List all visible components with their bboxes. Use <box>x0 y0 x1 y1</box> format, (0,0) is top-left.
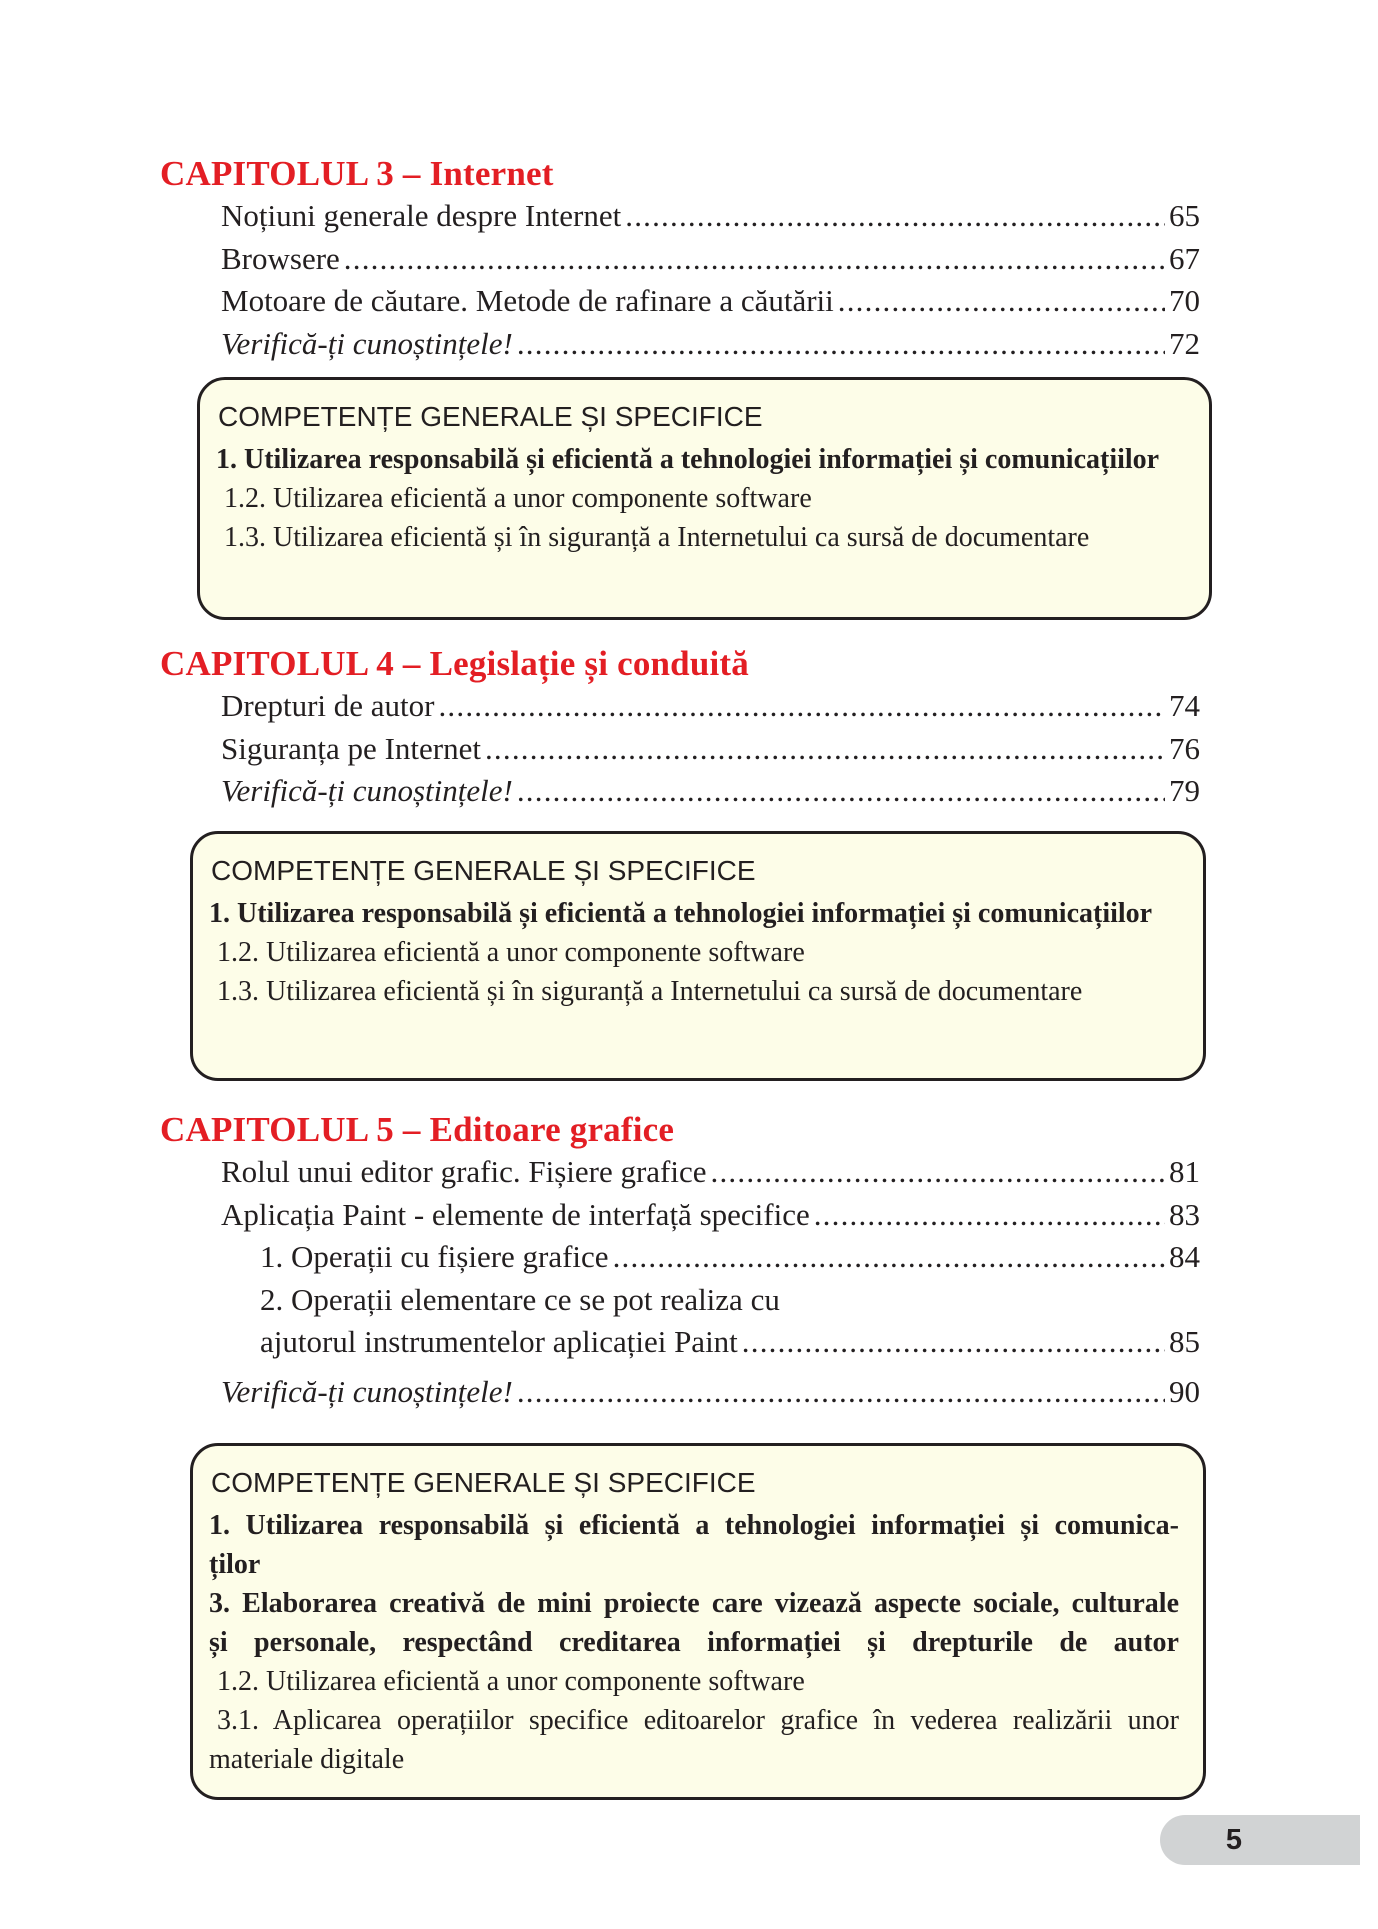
toc-entry-page: 65 <box>1169 198 1200 233</box>
general-competence: 1. Utilizarea responsabilă și eficientă a tehnologiei informației și comunicațiilor <box>209 898 1153 929</box>
toc-entry-label: ajutorul instrumentelor aplicației Paint <box>260 1324 738 1359</box>
leader-dots <box>613 1236 1165 1279</box>
toc-entry[interactable] <box>160 238 1205 281</box>
leader-dots <box>344 238 1165 281</box>
chapter-3 <box>160 153 1205 365</box>
toc-entry-page: 67 <box>1169 240 1200 276</box>
toc-entry-page: 70 <box>1169 283 1200 318</box>
toc-entry-label: Verifică-ți cunoștințele! <box>221 1373 513 1409</box>
toc-entry-page: 72 <box>1169 325 1200 361</box>
toc-entry-label: Motoare de căutare. Metode de rafinare a căutării <box>221 283 834 318</box>
leader-dots <box>438 685 1165 728</box>
general-competence: 1. Utilizarea responsabilă și eficientă a tehnologiei informației și comunicațiilor <box>216 444 1160 475</box>
specific-competence: 1.3. Utilizarea eficientă și în siguranță a Internetului ca sursă de documentare <box>217 976 1083 1007</box>
competences-heading: COMPETENȚE GENERALE ȘI SPECIFICE <box>211 1467 756 1498</box>
toc-entry-label: Drepturi de autor <box>221 688 435 723</box>
toc-entry[interactable] <box>160 685 1205 728</box>
competences-box <box>197 377 1212 620</box>
specific-competence: 1.2. Utilizarea eficientă a unor componente software <box>217 937 805 968</box>
toc-entry-page: 74 <box>1169 688 1200 723</box>
toc-entry[interactable] <box>160 1194 1205 1237</box>
page-number: 5 <box>1225 1824 1243 1856</box>
toc-entry-label: Browsere <box>221 240 340 276</box>
toc-entry-page: 84 <box>1169 1239 1200 1274</box>
toc-list <box>160 195 1205 365</box>
general-competence: ților <box>209 1549 261 1580</box>
toc-entry[interactable] <box>160 1371 1205 1414</box>
competences-heading: COMPETENȚE GENERALE ȘI SPECIFICE <box>211 855 756 886</box>
chapter-title: CAPITOLUL 4 – Legislație și conduită <box>160 644 749 683</box>
toc-entry[interactable] <box>160 728 1205 771</box>
leader-dots <box>625 195 1165 238</box>
toc-entry[interactable] <box>160 770 1205 813</box>
leader-dots <box>838 280 1165 323</box>
specific-competence: 1.3. Utilizarea eficientă și în siguranță a Internetului ca sursă de documentare <box>224 522 1090 553</box>
toc-entry-page: 81 <box>1169 1154 1200 1189</box>
specific-competence: 1.2. Utilizarea eficientă a unor componente software <box>217 1666 805 1697</box>
toc-entry[interactable] <box>160 195 1205 238</box>
toc-entry-label: Verifică-ți cunoștințele! <box>221 773 513 808</box>
toc-entry-label: Rolul unui editor grafic. Fișiere grafice <box>221 1154 707 1189</box>
leader-dots <box>517 770 1165 813</box>
toc-entry[interactable] <box>160 1151 1205 1194</box>
specific-competence: 3.1. Aplicarea operațiilor specifice editoarelor grafice în vederea realizării unor materiale digitale <box>209 1705 1179 1775</box>
toc-entry-label: Siguranța pe Internet <box>221 730 481 766</box>
competences-heading: COMPETENȚE GENERALE ȘI SPECIFICE <box>218 401 763 432</box>
toc-list <box>160 1151 1205 1413</box>
chapter-4 <box>160 643 1205 813</box>
competences-box <box>190 831 1206 1081</box>
general-competence: 3. Elaborarea creativă de mini proiecte care vizează aspecte sociale, culturale <box>209 1588 1179 1619</box>
toc-entry[interactable] <box>160 280 1205 323</box>
specific-competence: 1.2. Utilizarea eficientă a unor componente software <box>224 483 812 514</box>
toc-entry[interactable] <box>160 323 1205 366</box>
leader-dots <box>742 1321 1165 1364</box>
leader-dots <box>517 323 1165 366</box>
chapter-title: CAPITOLUL 3 – Internet <box>160 154 554 193</box>
leader-dots <box>485 728 1165 771</box>
toc-entry-page: 90 <box>1169 1373 1200 1409</box>
chapter-5 <box>160 1109 1205 1413</box>
leader-dots <box>814 1194 1165 1237</box>
toc-entry-label: 1. Operații cu fișiere grafice <box>260 1239 609 1274</box>
competences-box <box>190 1443 1206 1800</box>
page-number-tab <box>1160 1815 1360 1865</box>
toc-entry-label: Aplicația Paint - elemente de interfață specifice <box>221 1196 810 1232</box>
leader-dots <box>517 1371 1165 1414</box>
chapter-title: CAPITOLUL 5 – Editoare grafice <box>160 1110 675 1149</box>
toc-entry-page: 76 <box>1169 730 1200 766</box>
toc-entry-page: 83 <box>1169 1196 1200 1232</box>
toc-entry[interactable] <box>160 1236 1205 1279</box>
toc-entry-label: Noțiuni generale despre Internet <box>221 198 622 233</box>
toc-list <box>160 685 1205 813</box>
leader-dots <box>711 1151 1165 1194</box>
toc-entry[interactable] <box>160 1321 1205 1364</box>
toc-entry-label: Verifică-ți cunoștințele! <box>221 325 513 361</box>
general-competence: 1. Utilizarea responsabilă și eficientă a tehnologiei informației și comunica- <box>209 1510 1179 1541</box>
toc-entry-page: 79 <box>1169 773 1200 808</box>
toc-entry-page: 85 <box>1169 1324 1200 1359</box>
toc-entry[interactable] <box>160 1279 1205 1322</box>
toc-entry-label: 2. Operații elementare ce se pot realiza cu <box>260 1281 780 1317</box>
general-competence: și personale, respectând creditarea informației și drepturile de autor <box>209 1627 1179 1658</box>
